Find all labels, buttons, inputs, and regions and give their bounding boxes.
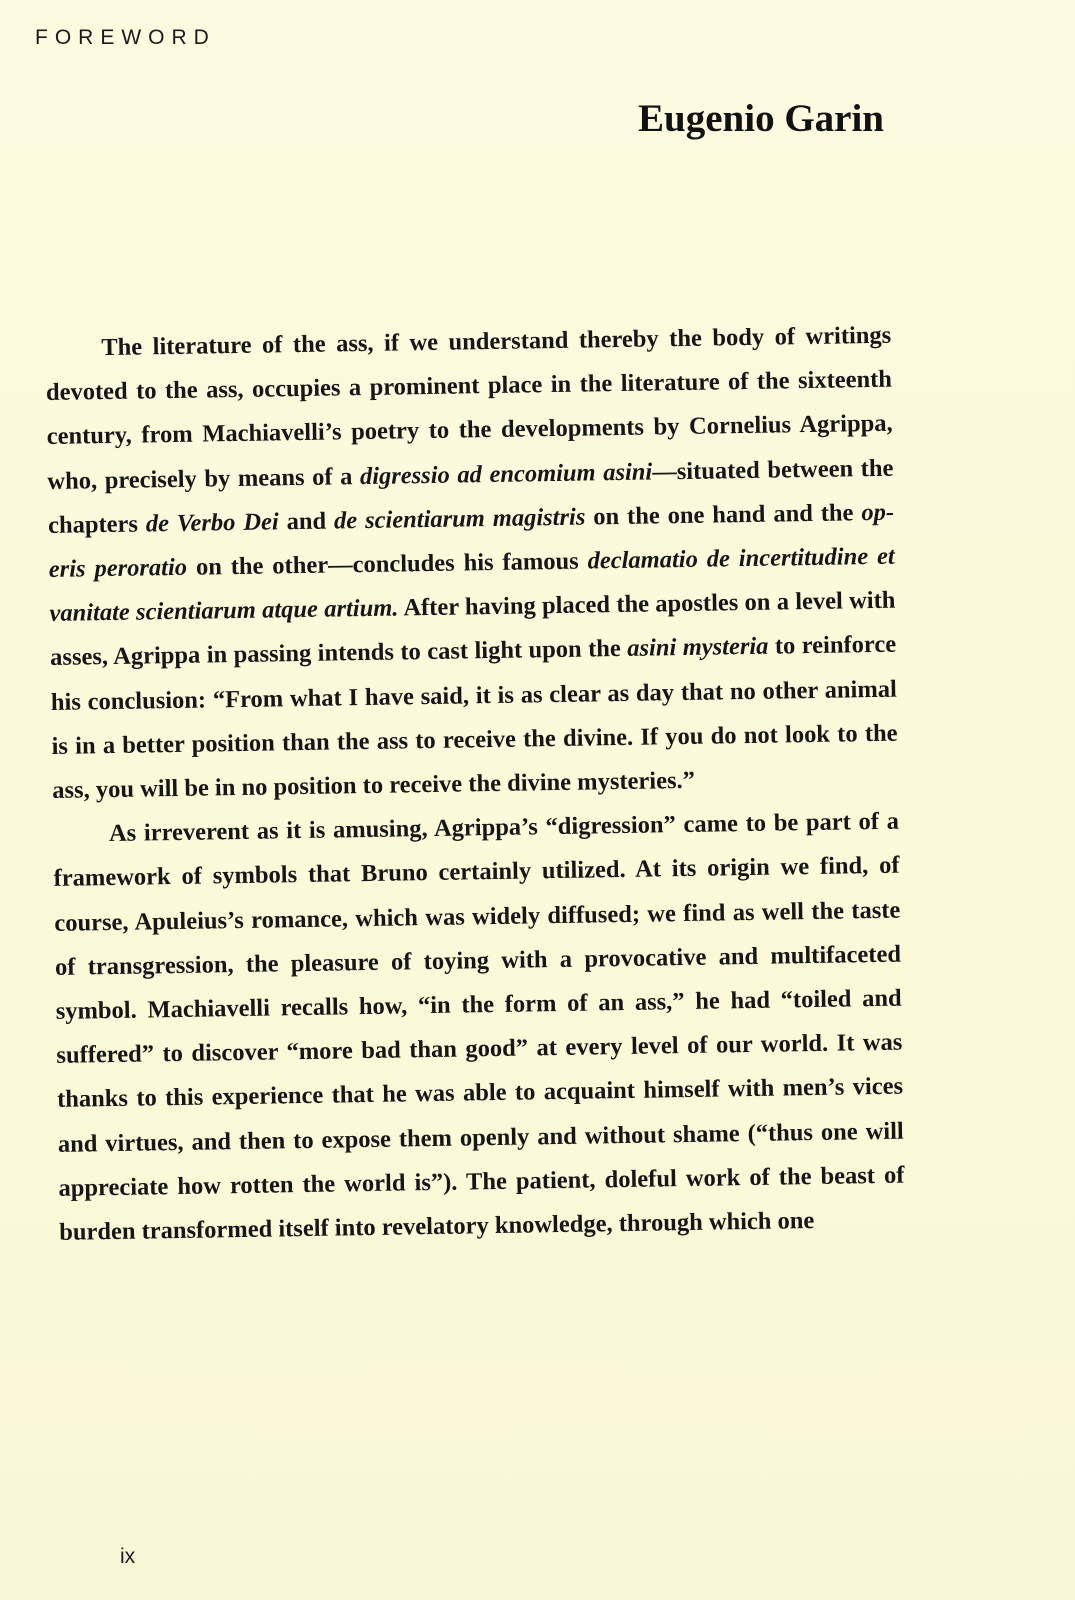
text-segment: and <box>278 507 335 536</box>
text-segment: to reinforce his conclusion: “From what I have said, it is as clear as day that no other animal is in a better position than the ass to receive the divine. If you do not look to the ass, you will be in no position to receive the divine mysteries.” <box>50 631 898 804</box>
latin-phrase: asini mysteria <box>627 633 769 663</box>
text-segment: on the one hand and the <box>585 499 862 531</box>
latin-phrase: declamatio de incertitudine et vanitate scientiarum atque artium. <box>49 542 895 628</box>
chapter-author: Eugenio Garin <box>638 97 884 140</box>
text-segment: As irreverent as it is amusing, Agrippa’s “digression” came to be part of a framework of symbols that Bruno certainly utilized. At its origin we find, of course, Apuleius’s romance, which was widely diffused; we find as well the taste of transgression, the pleasure of toying with a provocative and multifaceted symbol. Machiavelli recalls how, “in the form of an ass,” he had “toiled and suffered” to discover “more bad than good” at every level of our world. It was thanks to this experience that he was able to acquaint himself with men’s vices and virtues, and then to expose them openly and without shame (“thus one will appreciate how rotten the world is”). The patient, doleful work of the beast of burden transformed itself into revelatory knowledge, through which one <box>53 807 905 1246</box>
running-head: FOREWORD <box>35 26 216 49</box>
text-segment: After having placed the apostles on a level with asses, Agrippa in passing intends to cast light upon the <box>49 586 896 672</box>
text-segment: The literature of the ass, if we understand thereby the body of writings devoted to the ass, occupies a prominent place in the literature of the sixteenth century, from Machiavelli’s poetry to the developments by Cornelius Agrippa, who, precisely by means of a <box>45 321 893 495</box>
text-segment: —situated between the chapters <box>47 454 894 539</box>
body-text <box>45 314 905 1255</box>
text-segment: on the other—concludes his famous <box>186 547 588 581</box>
paragraph-2 <box>53 800 906 1255</box>
page-number: ix <box>120 1545 136 1568</box>
latin-phrase: de scientiarum magistris <box>333 503 586 535</box>
latin-phrase: digressio ad encomium asini <box>359 458 653 490</box>
latin-phrase: de Verbo Dei <box>145 508 279 538</box>
latin-phrase: operis peroratio <box>48 498 895 583</box>
paragraph-1 <box>45 314 899 813</box>
